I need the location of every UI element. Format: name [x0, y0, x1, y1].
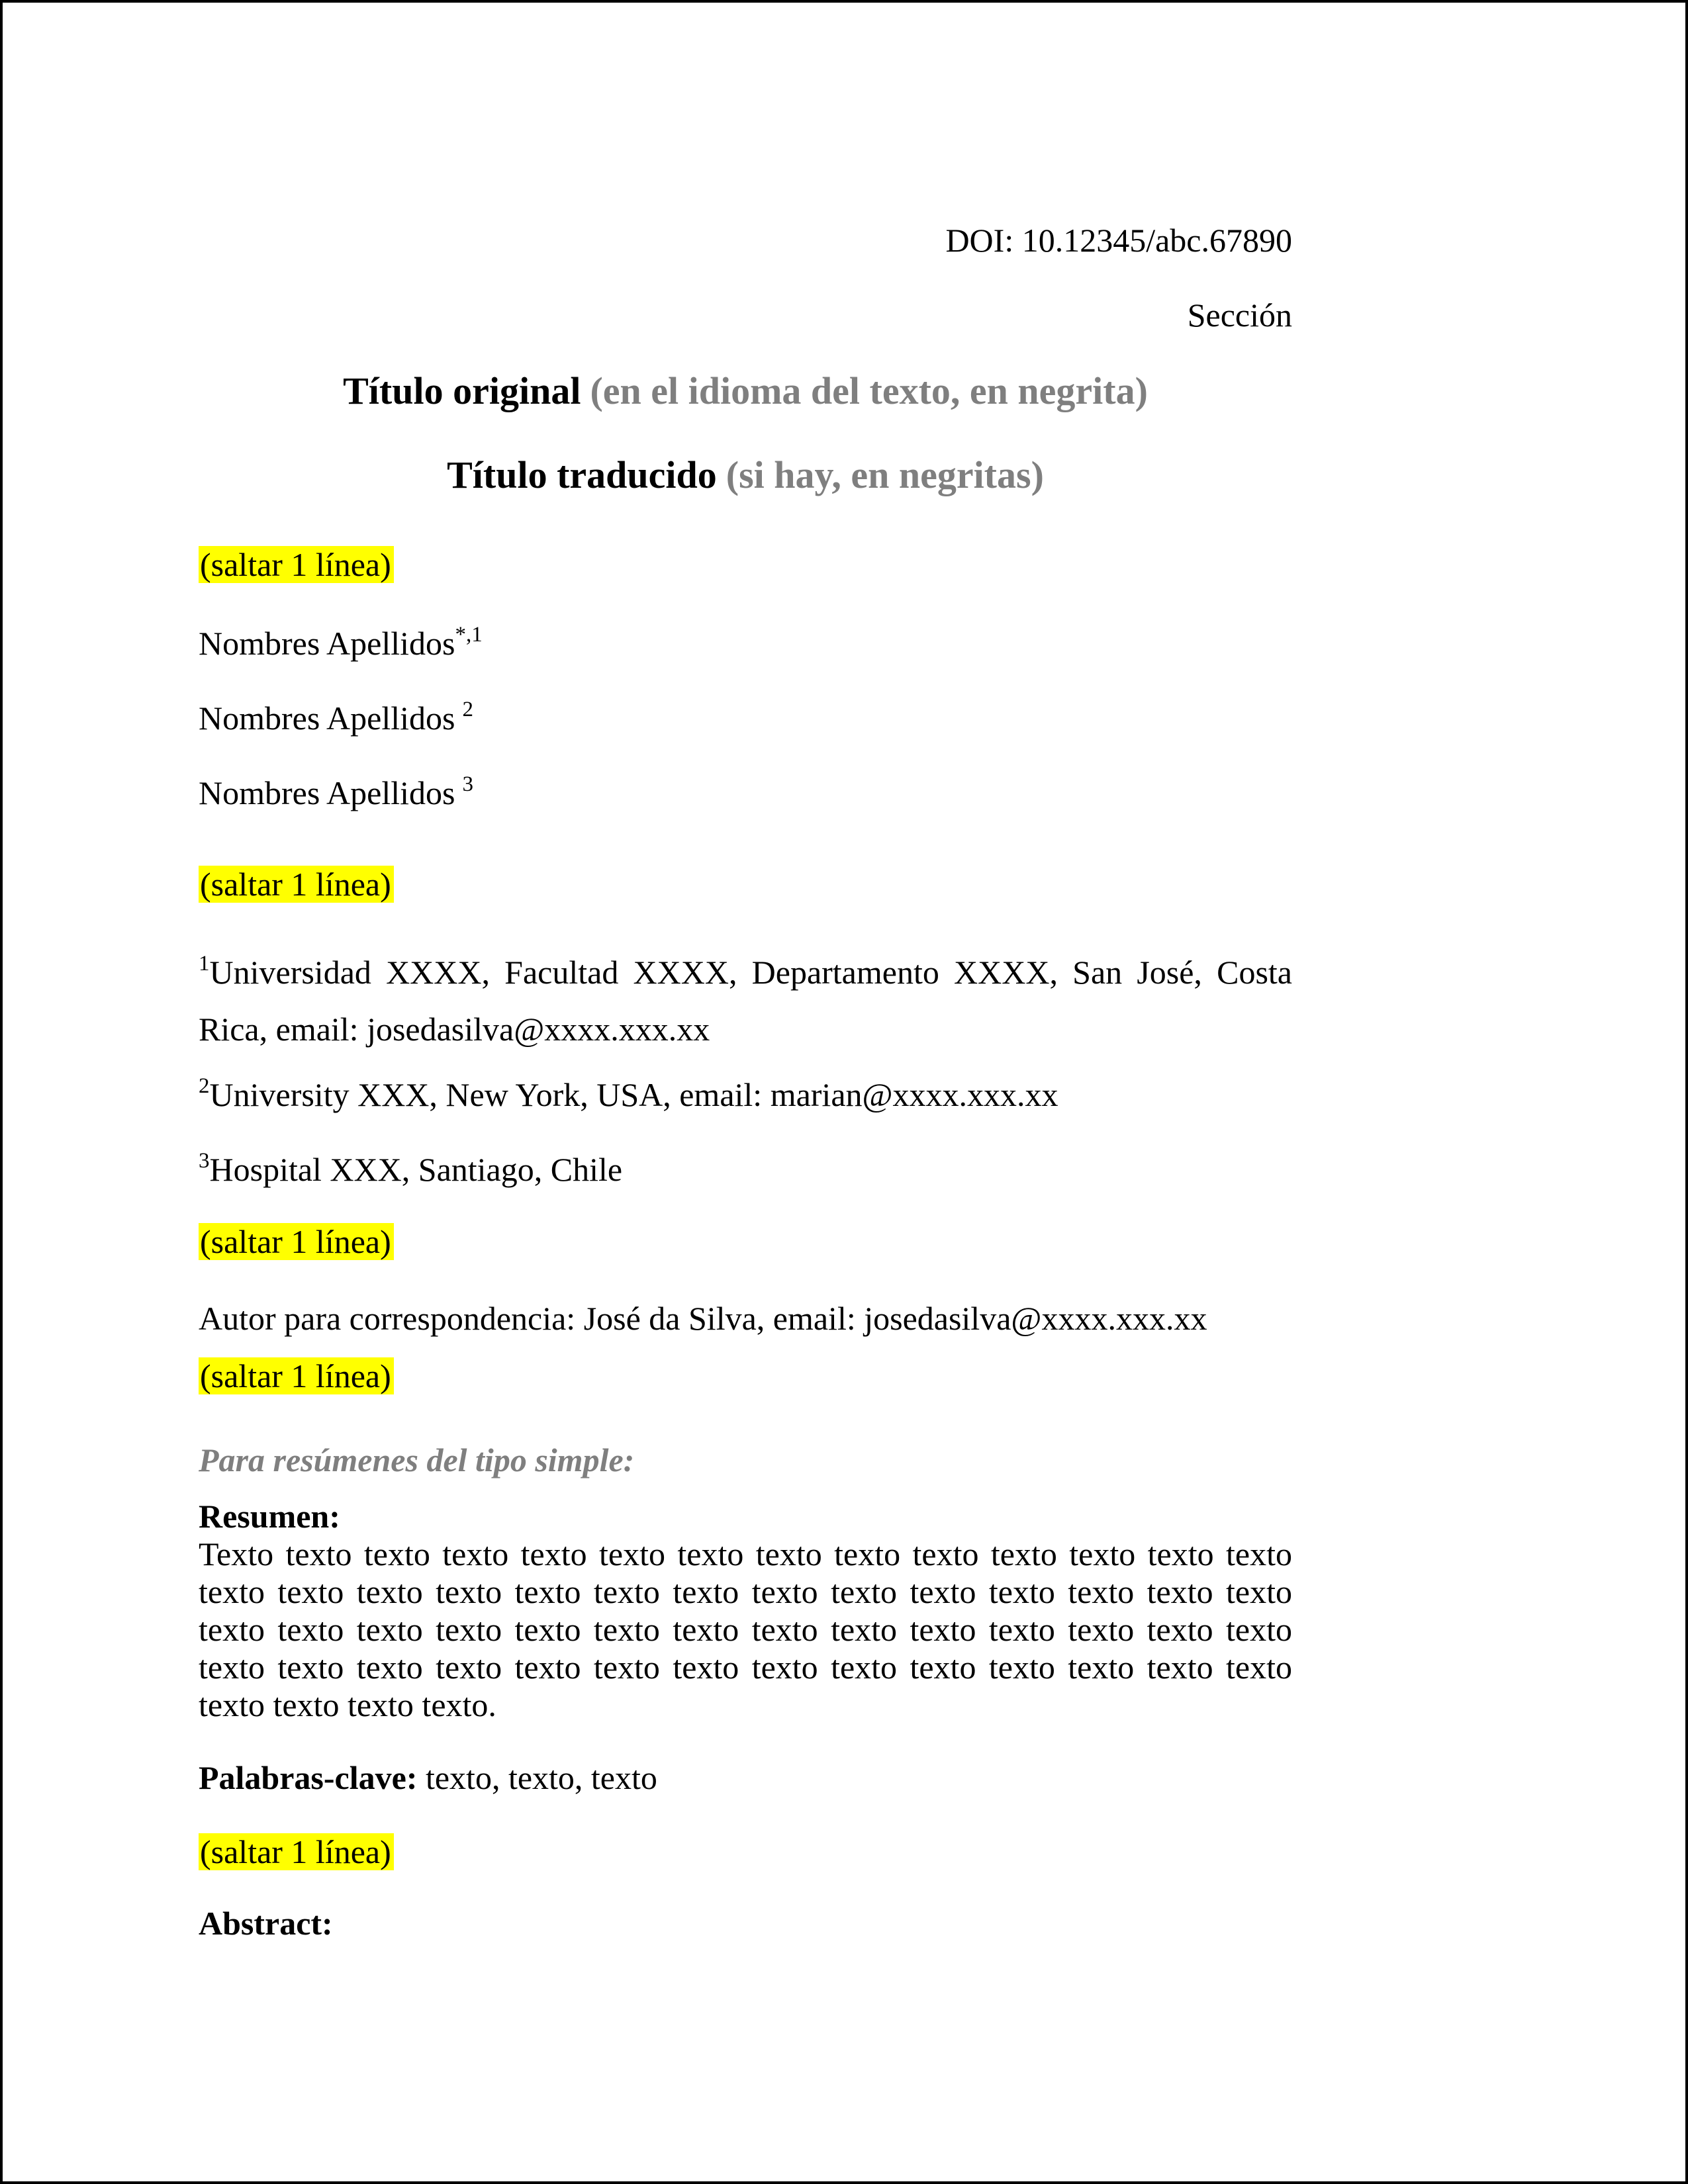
title-original-text: Título original [343, 369, 581, 412]
abstract-type-note: Para resúmenes del tipo simple: [199, 1441, 635, 1479]
highlighted-skip-note: (saltar 1 línea) [199, 866, 394, 903]
abstract-label: Abstract: [199, 1905, 333, 1942]
author-line-2 [199, 700, 1292, 737]
title-original [199, 369, 1292, 413]
corresponding-author-line: Autor para correspondencia: José da Silva, email: josedasilva@xxxx.xxx.xx [199, 1300, 1207, 1337]
author-superscript: 3 [462, 772, 473, 796]
skip-line-marker-2 [199, 866, 1292, 903]
document-content [199, 222, 1292, 1942]
keywords-text: texto, texto, texto [417, 1759, 657, 1796]
resumen-text-line: texto texto texto texto texto texto texto texto texto texto texto texto texto texto [199, 1573, 1292, 1610]
section-label: Sección [1187, 296, 1292, 334]
affiliation-1-line-2 [199, 1001, 1292, 1058]
skip-line-marker-5 [199, 1833, 1292, 1871]
highlighted-skip-note: (saltar 1 línea) [199, 1833, 394, 1870]
title-translated-text: Título traducido [447, 453, 717, 496]
author-superscript: *,1 [455, 623, 483, 647]
highlighted-skip-note: (saltar 1 línea) [199, 546, 394, 583]
skip-line-marker-4 [199, 1357, 1292, 1395]
resumen-text-line: texto texto texto texto. [199, 1686, 496, 1723]
affiliation-3 [199, 1151, 1292, 1189]
affiliation-text: Hospital XXX, Santiago, Chile [209, 1151, 623, 1188]
skip-line-marker-1 [199, 546, 1292, 584]
affiliation-superscript: 2 [199, 1074, 210, 1098]
skip-line-marker-3 [199, 1223, 1292, 1261]
affiliation-text: University XXX, New York, USA, email: marian@xxxx.xxx.xx [209, 1076, 1058, 1113]
affiliation-1-line-1 [199, 944, 1292, 1001]
affiliation-text: Rica, email: josedasilva@xxxx.xxx.xx [199, 1011, 710, 1048]
affiliation-superscript: 3 [199, 1149, 210, 1173]
title-translated [199, 453, 1292, 497]
doi-line: DOI: 10.12345/abc.67890 [945, 222, 1292, 259]
affiliation-2 [199, 1076, 1292, 1114]
author-line-1 [199, 625, 1292, 662]
affiliation-text: Universidad XXXX, Facultad XXXX, Departamento XXXX, San José, Costa [209, 954, 1292, 991]
author-superscript: 2 [462, 698, 473, 721]
author-name: Nombres Apellidos [199, 774, 455, 811]
author-name: Nombres Apellidos [199, 625, 455, 662]
resumen-text-line: Texto texto texto texto texto texto texto texto texto texto texto texto texto texto [199, 1535, 1292, 1572]
author-line-3 [199, 774, 1292, 812]
author-name: Nombres Apellidos [199, 700, 455, 737]
title-original-note: (en el idioma del texto, en negrita) [590, 369, 1148, 412]
resumen-paragraph [199, 1535, 1292, 1724]
highlighted-skip-note: (saltar 1 línea) [199, 1357, 394, 1394]
keywords-label: Palabras-clave: [199, 1759, 418, 1796]
keywords-line [199, 1759, 1292, 1797]
resumen-text-line: texto texto texto texto texto texto texto texto texto texto texto texto texto texto [199, 1649, 1292, 1686]
resumen-text-line: texto texto texto texto texto texto texto texto texto texto texto texto texto texto [199, 1611, 1292, 1648]
affiliation-superscript: 1 [199, 952, 210, 976]
resumen-label: Resumen: [199, 1498, 340, 1535]
highlighted-skip-note: (saltar 1 línea) [199, 1223, 394, 1260]
title-translated-note: (si hay, en negritas) [726, 453, 1044, 496]
affiliation-1 [199, 944, 1292, 1058]
